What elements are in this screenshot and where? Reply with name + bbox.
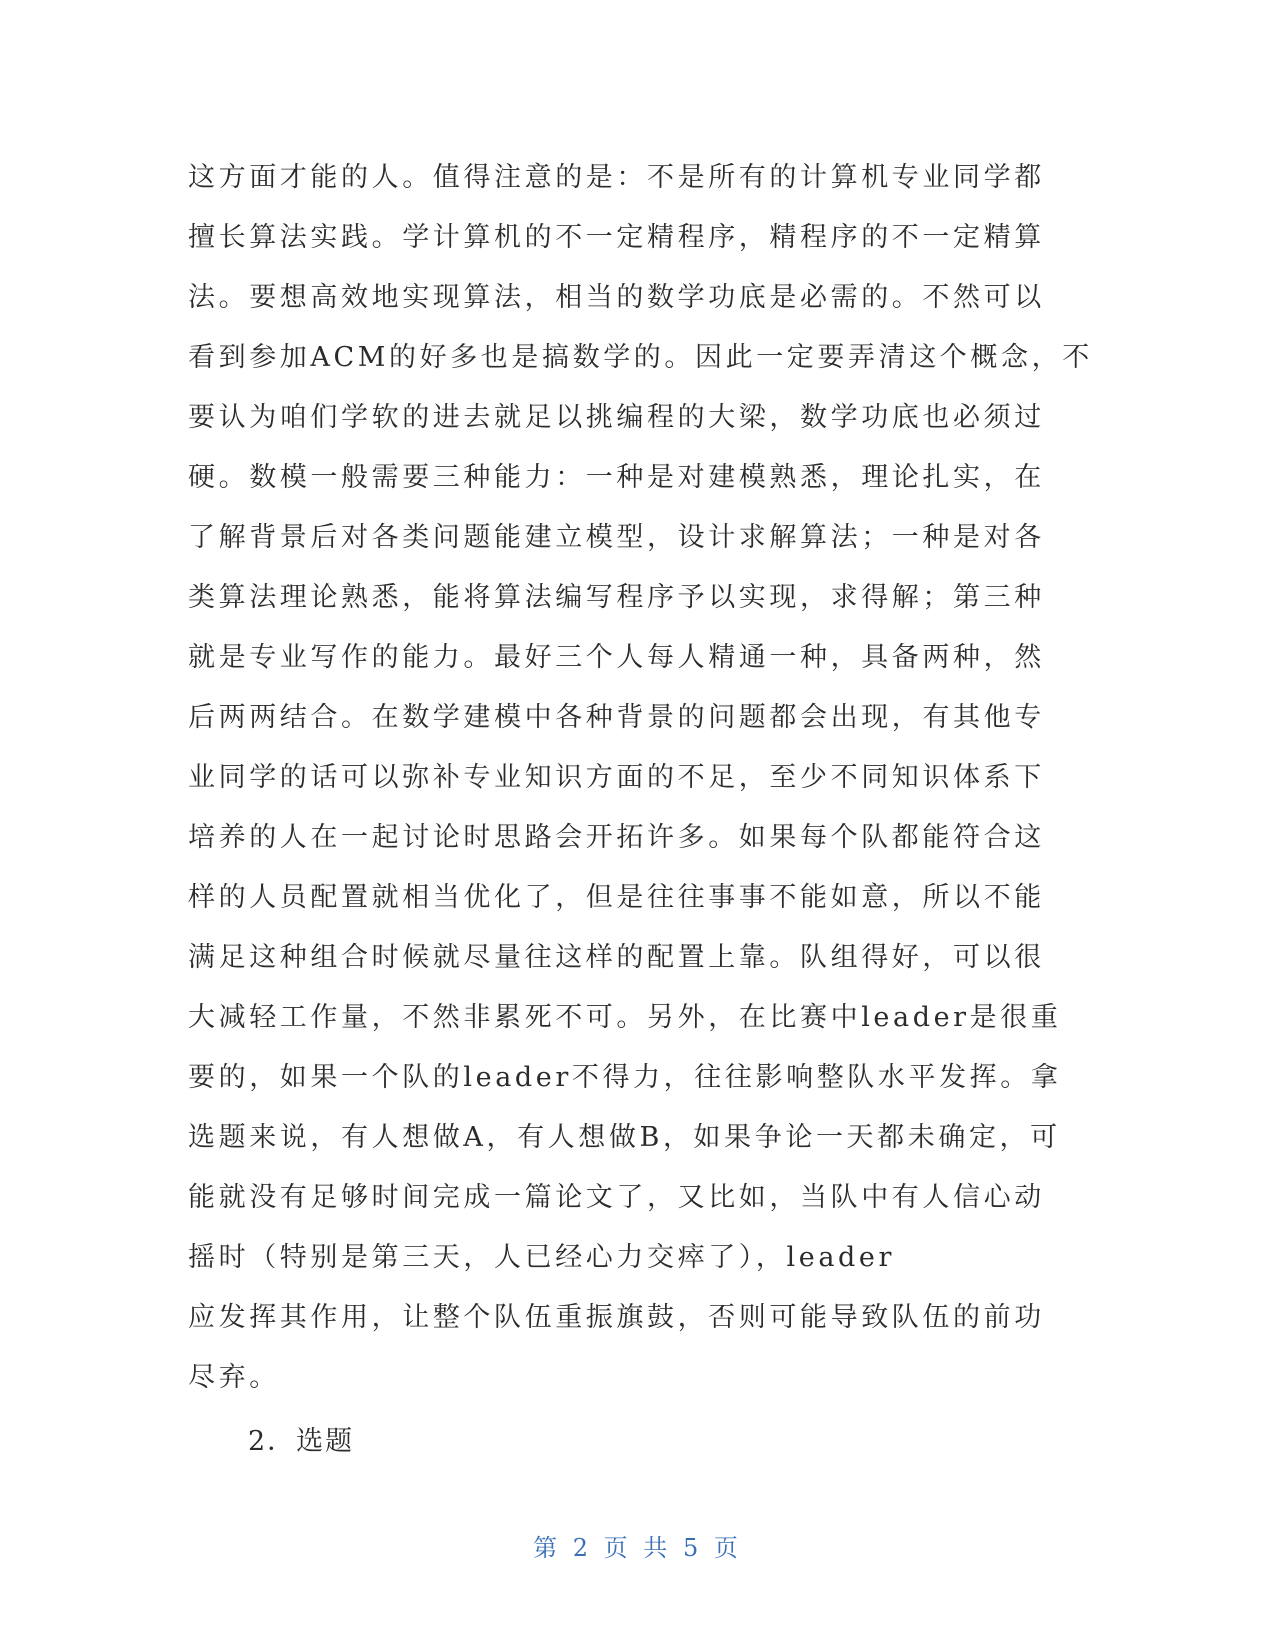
page-number-footer: 第 2 页 共 5 页 <box>533 1534 742 1562</box>
paragraph-line: 培养的人在一起讨论时思路会开拓许多。如果每个队都能符合这 <box>188 822 1045 853</box>
paragraph-line: 看到参加ACM的好多也是搞数学的。因此一定要弄清这个概念，不 <box>188 342 1093 373</box>
paragraph-line: 法。要想高效地实现算法，相当的数学功底是必需的。不然可以 <box>188 282 1045 313</box>
paragraph-line: 尽弃。 <box>188 1362 280 1393</box>
paragraph-line: 选题来说，有人想做A，有人想做B，如果争论一天都未确定，可 <box>188 1122 1061 1153</box>
paragraph-line: 擅长算法实践。学计算机的不一定精程序，精程序的不一定精算 <box>188 222 1045 253</box>
paragraph-line: 就是专业写作的能力。最好三个人每人精通一种，具备两种，然 <box>188 642 1045 673</box>
paragraph-line: 能就没有足够时间完成一篇论文了，又比如，当队中有人信心动 <box>188 1182 1045 1213</box>
paragraph-line: 业同学的话可以弥补专业知识方面的不足，至少不同知识体系下 <box>188 762 1045 793</box>
paragraph-line: 这方面才能的人。值得注意的是：不是所有的计算机专业同学都 <box>188 162 1045 193</box>
paragraph-line: 要的，如果一个队的leader不得力，往往影响整队水平发挥。拿 <box>188 1062 1062 1093</box>
paragraph-line: 满足这种组合时候就尽量往这样的配置上靠。队组得好，可以很 <box>188 942 1045 973</box>
paragraph-line: 应发挥其作用，让整个队伍重振旗鼓，否则可能导致队伍的前功 <box>188 1302 1045 1333</box>
paragraph-line: 硬。数模一般需要三种能力：一种是对建模熟悉，理论扎实，在 <box>188 462 1045 493</box>
paragraph-line: 大减轻工作量，不然非累死不可。另外，在比赛中leader是很重 <box>188 1002 1062 1033</box>
paragraph-line: 类算法理论熟悉，能将算法编写程序予以实现，求得解；第三种 <box>188 582 1045 613</box>
paragraph-line: 摇时（特别是第三天，人已经心力交瘁了），leader <box>188 1242 895 1273</box>
paragraph-line: 样的人员配置就相当优化了，但是往往事事不能如意，所以不能 <box>188 882 1045 913</box>
paragraph-line: 要认为咱们学软的进去就足以挑编程的大梁，数学功底也必须过 <box>188 402 1045 433</box>
paragraph-line: 后两两结合。在数学建模中各种背景的问题都会出现，有其他专 <box>188 702 1045 733</box>
body-paragraph <box>188 148 1093 1472</box>
section-heading: 2．选题 <box>248 1426 355 1457</box>
paragraph-line: 了解背景后对各类问题能建立模型，设计求解算法；一种是对各 <box>188 522 1045 553</box>
